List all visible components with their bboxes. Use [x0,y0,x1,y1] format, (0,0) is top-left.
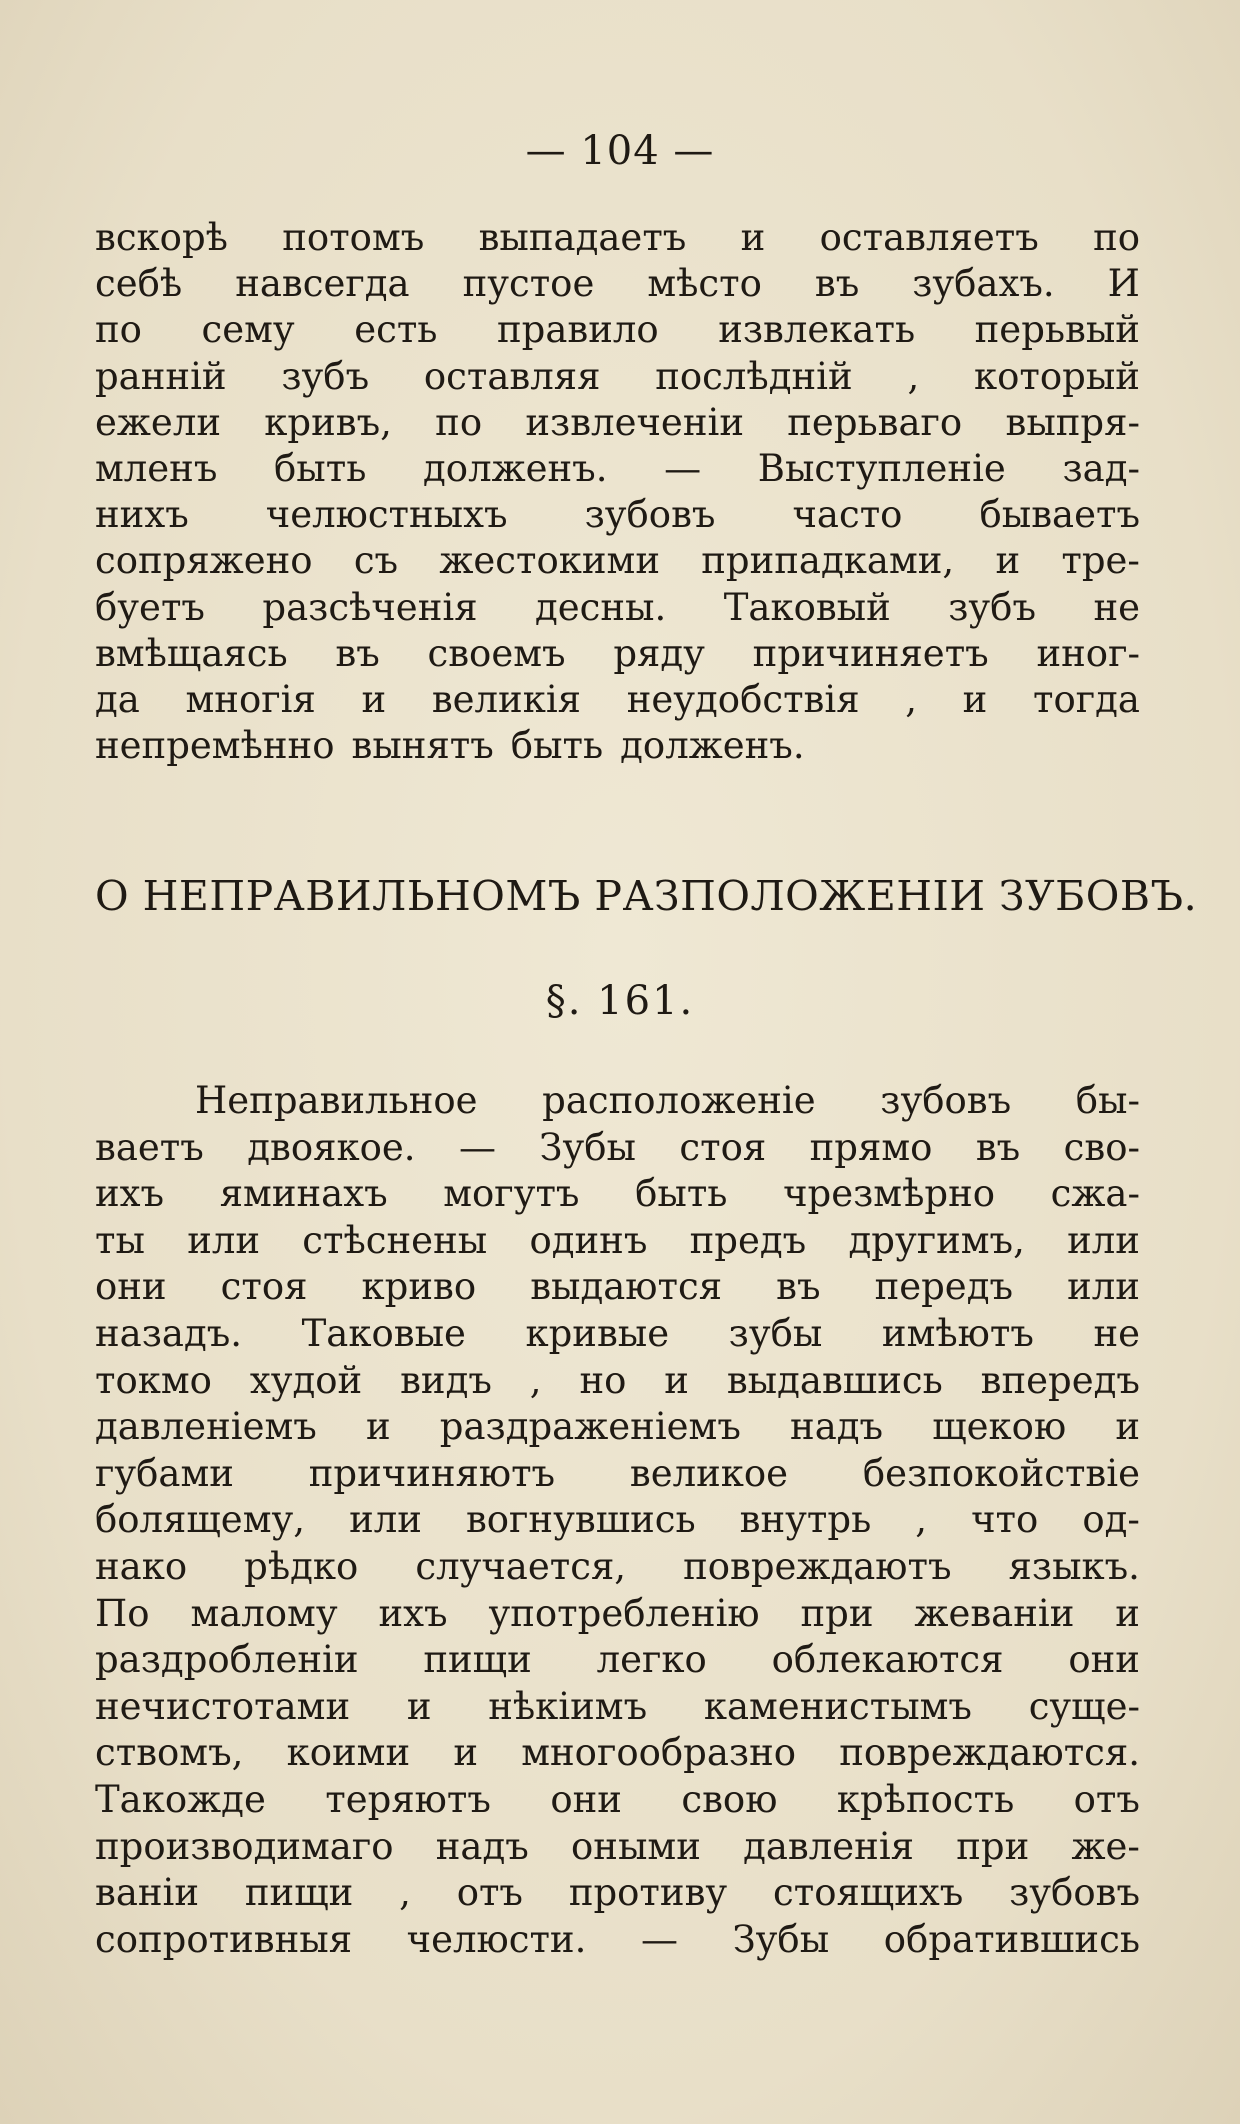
text-line: давленіемъ и раздраженіемъ надъ щекою и [95,1405,1140,1449]
text-line: нако рѣдко случается, повреждаютъ языкъ. [95,1544,1140,1588]
text-line: По малому ихъ употребленію при жеваніи и [95,1591,1140,1635]
text-line: да многія и великія неудобствія , и тогда [95,677,1140,721]
text-line: непремѣнно вынятъ быть долженъ. [95,724,805,768]
text-line: нихъ челюстныхъ зубовъ часто бываетъ [95,493,1140,537]
text-line: ствомъ, коими и многообразно повреждаются. [95,1731,1140,1775]
text-line: по сему есть правило извлекать перьвый [95,308,1140,352]
text-line: ихъ яминахъ могутъ быть чрезмѣрно сжа- [95,1172,1140,1216]
text-line: буетъ разсѣченія десны. Таковый зубъ не [95,585,1140,629]
text-line: ваніи пищи , отъ противу стоящихъ зубовъ [95,1871,1140,1915]
text-line: болящему, или вогнувшись внутрь , что од- [95,1498,1140,1542]
paragraph-1 [95,215,1140,769]
text-line: губами причиняютъ великое безпокойствіе [95,1451,1140,1495]
text-line: они стоя криво выдаются въ передъ или [95,1265,1140,1309]
text-line: Такожде теряютъ они свою крѣпость отъ [95,1777,1140,1821]
text-line: токмо худой видъ , но и выдавшись впередъ [95,1358,1140,1402]
text-line: ваетъ двоякое. — Зубы стоя прямо въ сво- [95,1125,1140,1169]
text-line: сопротивныя челюсти. — Зубы обратившись [95,1917,1140,1961]
text-line: ежели кривъ, по извлеченіи перьваго выпря- [95,400,1140,444]
text-line: вмѣщаясь въ своемъ ряду причиняетъ иног- [95,631,1140,675]
text-line: себѣ навсегда пустое мѣсто въ зубахъ. И [95,262,1140,306]
text-line: производимаго надъ оными давленія при же- [95,1824,1140,1868]
text-line: вскорѣ потомъ выпадаетъ и оставляетъ по [95,216,1140,259]
chapter-heading: О НЕПРАВИЛЬНОМЪ РАЗПОЛОЖЕНІИ ЗУБОВЪ. [95,872,1198,920]
text-line: раздробленіи пищи легко облекаются они [95,1638,1140,1682]
paragraph-2 [95,1078,1140,1963]
text-line: нечистотами и нѣкіимъ каменистымъ суще- [95,1684,1140,1728]
text-line: ты или стѣснены одинъ предъ другимъ, или [95,1218,1140,1262]
text-line: сопряжено съ жестокими припадками, и тре- [95,539,1140,583]
text-line: назадъ. Таковые кривые зубы имѣютъ не [95,1311,1140,1355]
text-line: мленъ быть долженъ. — Выступленіе зад- [95,446,1140,490]
text-line: Неправильное расположеніе зубовъ бы- [195,1079,1140,1122]
text-line: ранній зубъ оставляя послѣдній , который [95,354,1140,398]
section-number: §. 161. [545,978,695,1024]
page-number: — 104 — [525,128,715,174]
